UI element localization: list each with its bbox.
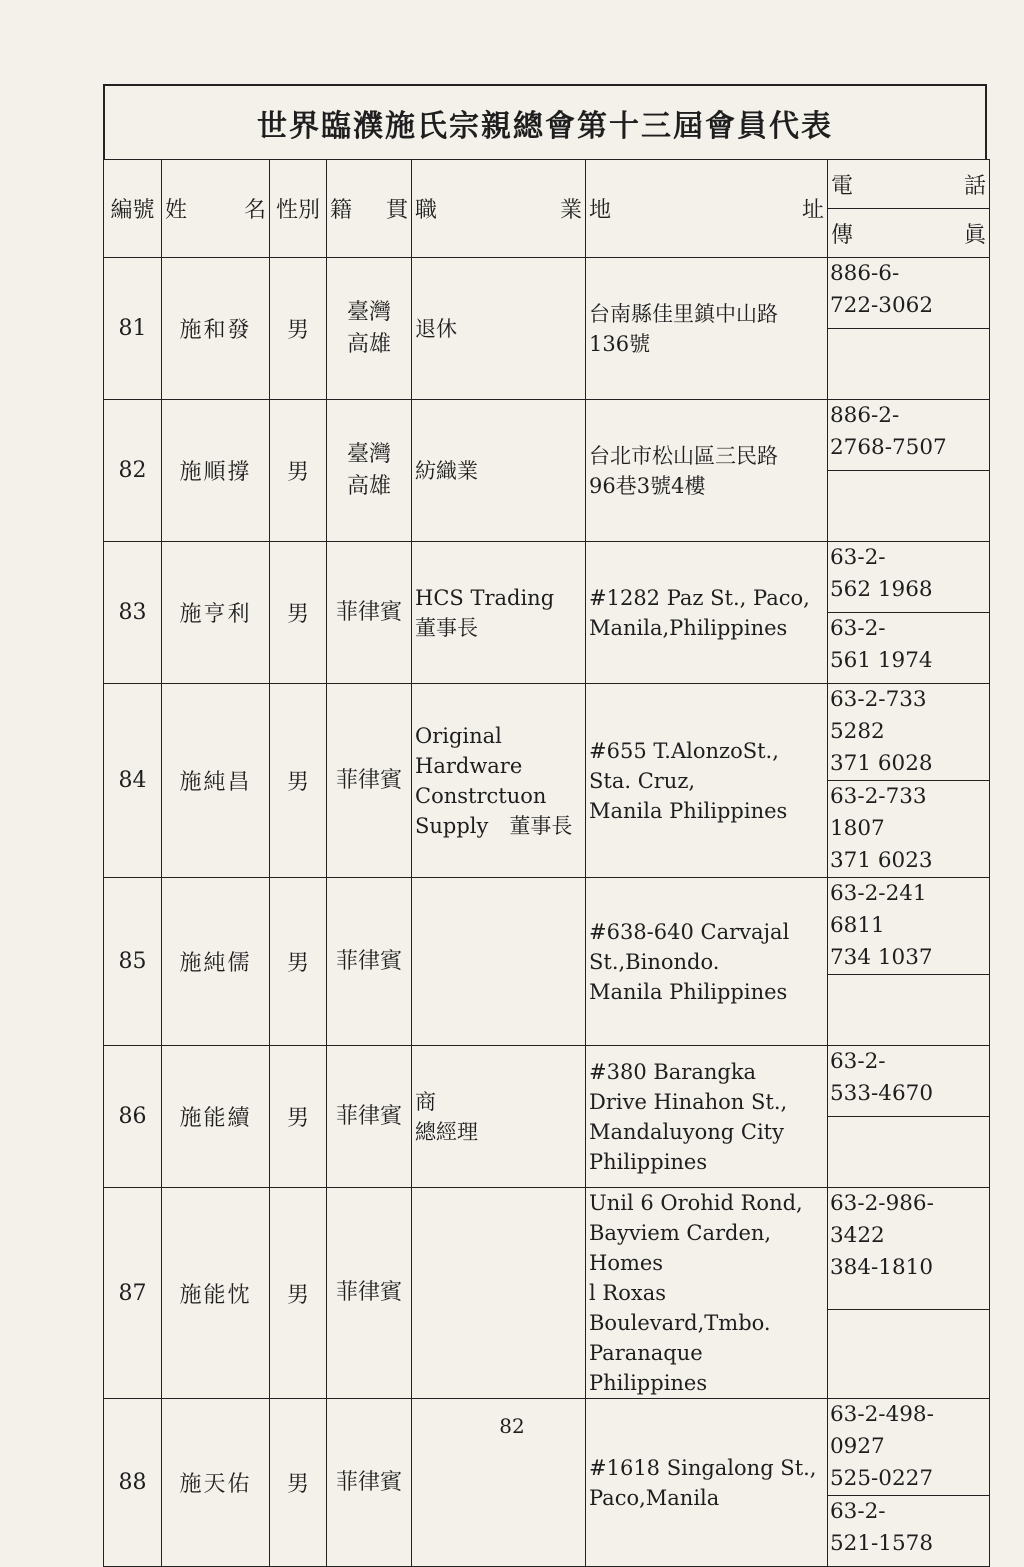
origin-line-2: 高雄 [346,473,391,499]
occupation-line-2: 總經理 [415,1119,478,1144]
member-origin [327,878,412,1046]
address-line-3: Manila Philippines [589,979,788,1004]
phone-line-2: 722-3062 [830,293,934,318]
member-fax [828,781,990,878]
header-address-a: 地 [589,198,612,223]
address-line-3: Manila Philippines [589,798,788,823]
phone-line-1: 886-6- [830,261,900,286]
member-fax [828,1309,990,1398]
address-line-1: 台南縣佳里鎮中山路 [589,301,778,326]
header-phone-a: 電 [831,173,854,199]
table-row [104,542,990,613]
address-line-1: #1618 Singalong St., [589,1455,817,1480]
header-no: 編號 [104,160,162,258]
origin-line-1: 菲律賓 [335,1469,402,1495]
address-line-2: Manila,Philippines [589,615,788,640]
phone-line-2: 525-0227 [830,1466,934,1491]
origin-line-1: 菲律賓 [335,948,402,974]
phone-line-1: 63-2- [830,1049,886,1074]
member-origin [327,542,412,684]
phone-line-2: 734 1037 [830,945,933,970]
phone-line-1: 886-2- [830,403,900,428]
header-occupation [412,160,586,258]
member-occupation [412,400,586,542]
member-occupation [412,684,586,878]
member-occupation [412,1046,586,1188]
occupation-line-1: 退休 [415,316,457,341]
address-line-2: 136號 [589,331,651,356]
header-occupation-a: 職 [415,198,438,223]
member-phone [828,878,990,975]
member-name: 施順撐 [162,400,270,542]
header-phone-b: 話 [963,173,986,199]
phone-line-1: 63-2-986-3422 [830,1191,934,1248]
phone-line-1: 63-2-241 6811 [830,881,927,938]
address-line-2: St.,Binondo. [589,949,720,974]
member-fax [828,1496,990,1567]
document-title: 世界臨濮施氏宗親總會第十三屆會員代表 [103,84,987,159]
fax-line-2: 371 6023 [830,848,933,873]
member-sex: 男 [270,684,327,878]
member-table [103,159,990,1567]
member-sex: 男 [270,1399,327,1567]
member-phone [828,1046,990,1117]
member-address [586,684,828,878]
address-line-2: 96巷3號4樓 [589,473,706,498]
member-fax [828,613,990,684]
member-number: 87 [104,1188,162,1399]
occupation-line-3: Constrctuon [415,783,547,808]
member-number: 88 [104,1399,162,1567]
member-number: 82 [104,400,162,542]
header-name-a: 姓 [165,198,188,223]
address-line-2: Sta. Cruz, [589,768,696,793]
header-address [586,160,828,258]
member-sex: 男 [270,258,327,400]
address-line-1: #380 Barangka [589,1059,757,1084]
member-address [586,1046,828,1188]
header-fax-a: 傳 [831,222,854,248]
member-number: 85 [104,878,162,1046]
member-sex: 男 [270,400,327,542]
occupation-line-1: 商 [415,1089,436,1114]
member-address [586,1188,828,1399]
phone-line-2: 384-1810 [830,1255,934,1280]
member-number: 84 [104,684,162,878]
occupation-line-2: 董事長 [415,615,478,640]
phone-line-1: 63-2-498-0927 [830,1402,934,1459]
address-line-3: Mandaluyong City [589,1119,784,1144]
member-occupation [412,878,586,1046]
member-name: 施和發 [162,258,270,400]
occupation-line-1: 紡織業 [415,458,478,483]
fax-line-2: 521-1578 [830,1531,934,1556]
member-origin [327,1188,412,1399]
address-line-2: Bayviem Carden, Homes [589,1221,772,1275]
member-phone [828,542,990,613]
address-line-2: Paco,Manila [589,1485,720,1510]
member-sex: 男 [270,542,327,684]
address-line-1: #638-640 Carvajal [589,919,790,944]
member-name: 施純昌 [162,684,270,878]
occupation-line-2: Hardware [415,753,523,778]
header-name [162,160,270,258]
header-origin [327,160,412,258]
header-phone [828,160,990,209]
member-sex: 男 [270,1046,327,1188]
header-sex: 性別 [270,160,327,258]
member-name: 施能續 [162,1046,270,1188]
header-origin-b: 貫 [385,198,408,223]
header-row [104,160,990,209]
member-fax [828,1117,990,1188]
origin-line-1: 菲律賓 [335,767,402,793]
member-fax [828,975,990,1046]
occupation-line-4: Supply 董事長 [415,813,573,838]
table-row [104,684,990,781]
member-address [586,878,828,1046]
phone-line-2: 562 1968 [830,577,933,602]
address-line-1: #655 T.AlonzoSt., [589,738,779,763]
table-row [104,878,990,975]
table-row [104,1188,990,1310]
address-line-1: 台北市松山區三民路 [589,443,778,468]
header-fax [828,209,990,258]
phone-line-1: 63-2- [830,545,886,570]
member-origin [327,258,412,400]
member-sex: 男 [270,1188,327,1399]
member-address [586,400,828,542]
table-row [104,1046,990,1117]
phone-line-2: 533-4670 [830,1081,934,1106]
address-line-2: Drive Hinahon St., [589,1089,788,1114]
table-row [104,400,990,471]
fax-line-1: 63-2-733 1807 [830,784,927,841]
address-line-1: Unil 6 Orohid Rond, [589,1191,803,1215]
member-phone [828,1188,990,1310]
fax-line-1: 63-2- [830,1499,886,1524]
member-name: 施能忱 [162,1188,270,1399]
origin-line-1: 臺灣 [346,299,391,325]
member-occupation [412,542,586,684]
member-fax [828,329,990,400]
address-line-4: Philippines [589,1149,708,1174]
member-number: 86 [104,1046,162,1188]
header-origin-a: 籍 [330,198,353,223]
origin-line-1: 菲律賓 [335,599,402,625]
member-name: 施純儒 [162,878,270,1046]
origin-line-1: 菲律賓 [335,1280,402,1305]
origin-line-1: 菲律賓 [335,1103,402,1129]
member-occupation [412,1188,586,1399]
header-address-b: 址 [801,198,824,223]
member-origin [327,684,412,878]
member-occupation [412,258,586,400]
address-line-1: #1282 Paz St., Paco, [589,585,810,610]
member-name: 施天佑 [162,1399,270,1567]
member-sex: 男 [270,878,327,1046]
member-fax [828,471,990,542]
member-origin [327,400,412,542]
address-line-4: Paranaque Philippines [589,1341,708,1395]
header-occupation-b: 業 [559,198,582,223]
member-phone [828,400,990,471]
member-address [586,258,828,400]
page-number: 82 [499,1414,525,1438]
origin-line-1: 臺灣 [346,441,391,467]
member-address [586,542,828,684]
member-phone [828,258,990,329]
fax-line-2: 561 1974 [830,648,933,673]
phone-line-2: 2768-7507 [830,435,947,460]
header-name-b: 名 [243,198,266,223]
origin-line-2: 高雄 [346,331,391,357]
header-fax-b: 眞 [963,222,986,248]
occupation-line-1: HCS Trading [415,585,555,610]
phone-line-1: 63-2-733 5282 [830,687,927,744]
member-phone [828,684,990,781]
occupation-line-1: Original [415,723,502,748]
table-row [104,258,990,329]
member-number: 81 [104,258,162,400]
fax-line-1: 63-2- [830,616,886,641]
member-name: 施亨利 [162,542,270,684]
member-number: 83 [104,542,162,684]
phone-line-2: 371 6028 [830,751,933,776]
address-line-3: l Roxas Boulevard,Tmbo. [589,1281,771,1335]
member-origin [327,1046,412,1188]
